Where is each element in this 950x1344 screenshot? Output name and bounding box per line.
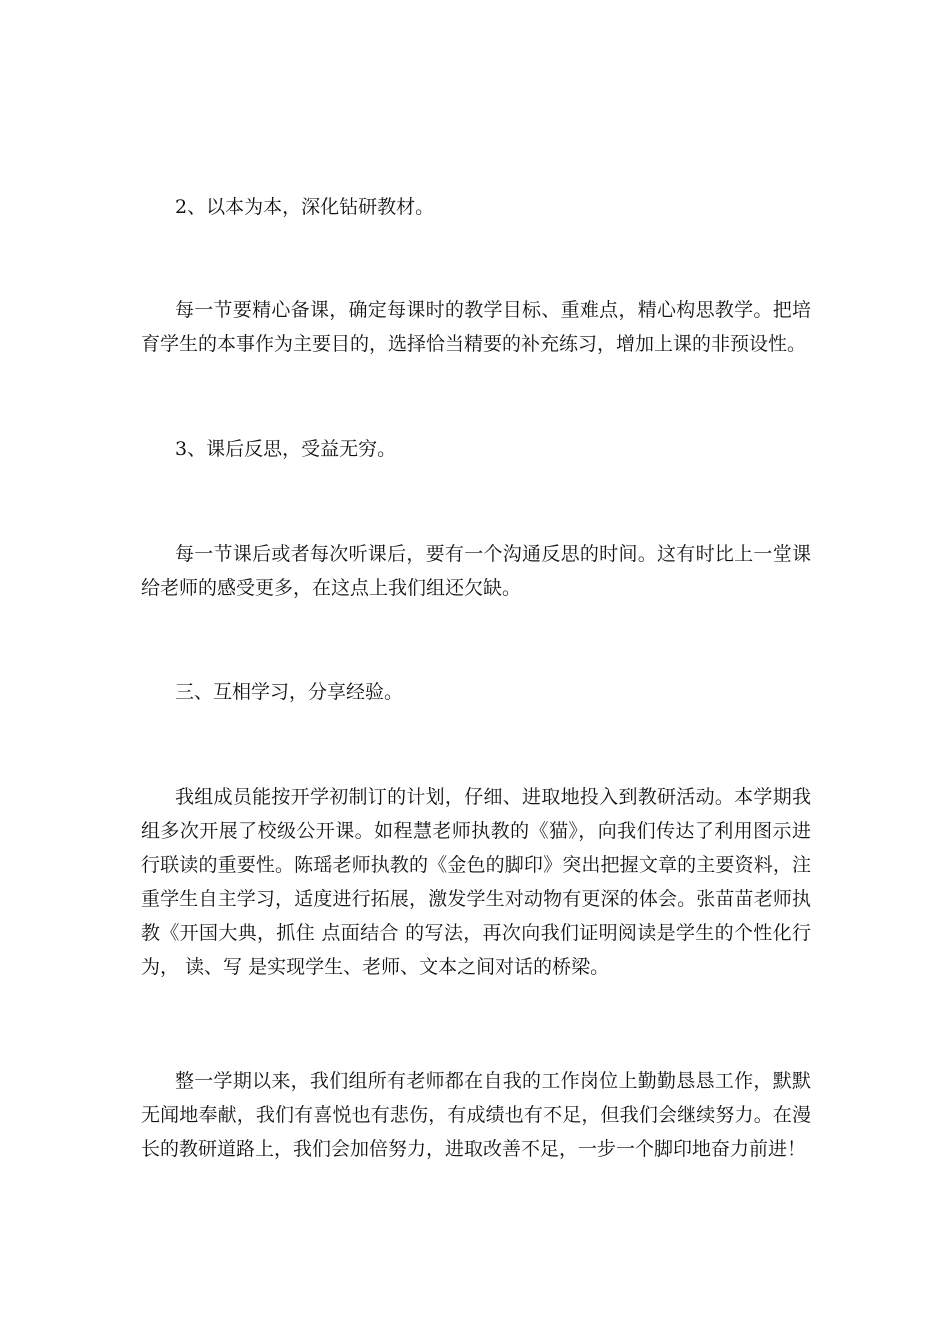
- section-heading-3: 3、课后反思，受益无穷。: [175, 438, 397, 460]
- paragraph-shared-experience: 我组成员能按开学初制订的计划，仔细、进取地投入到教研活动。本学期我组多次开展了校级公开课。如程慧老师执教的《猫》，向我们传达了利用图示进行联读的重要性。陈瑶老师执教的《金色的脚印》突出把握文章的主要资料，注重学生自主学习，适度进行拓展，激发学生对动物有更深的体会。张苗苗老师执教《开国大典，抓住 点面结合 的写法，再次向我们证明阅读是学生的个性化行为， 读、写 是实现学生、老师、文本之间对话的桥梁。: [141, 786, 811, 978]
- paragraph-reflection: 每一节课后或者每次听课后，要有一个沟通反思的时间。这有时比上一堂课给老师的感受更多，在这点上我们组还欠缺。: [141, 543, 811, 599]
- section-heading-three: 三、互相学习，分享经验。: [175, 681, 404, 703]
- paragraph-lesson-prep: 每一节要精心备课，确定每课时的教学目标、重难点，精心构思教学。把培育学生的本事作为主要目的，选择恰当精要的补充练习，增加上课的非预设性。: [141, 299, 811, 355]
- section-heading-2: 2、以本为本，深化钻研教材。: [175, 196, 435, 218]
- paragraph-conclusion: 整一学期以来，我们组所有老师都在自我的工作岗位上勤勤恳恳工作，默默无闻地奉献，我们有喜悦也有悲伤，有成绩也有不足，但我们会继续努力。在漫长的教研道路上，我们会加倍努力，进取改善不足，一步一个脚印地奋力前进！: [141, 1070, 811, 1160]
